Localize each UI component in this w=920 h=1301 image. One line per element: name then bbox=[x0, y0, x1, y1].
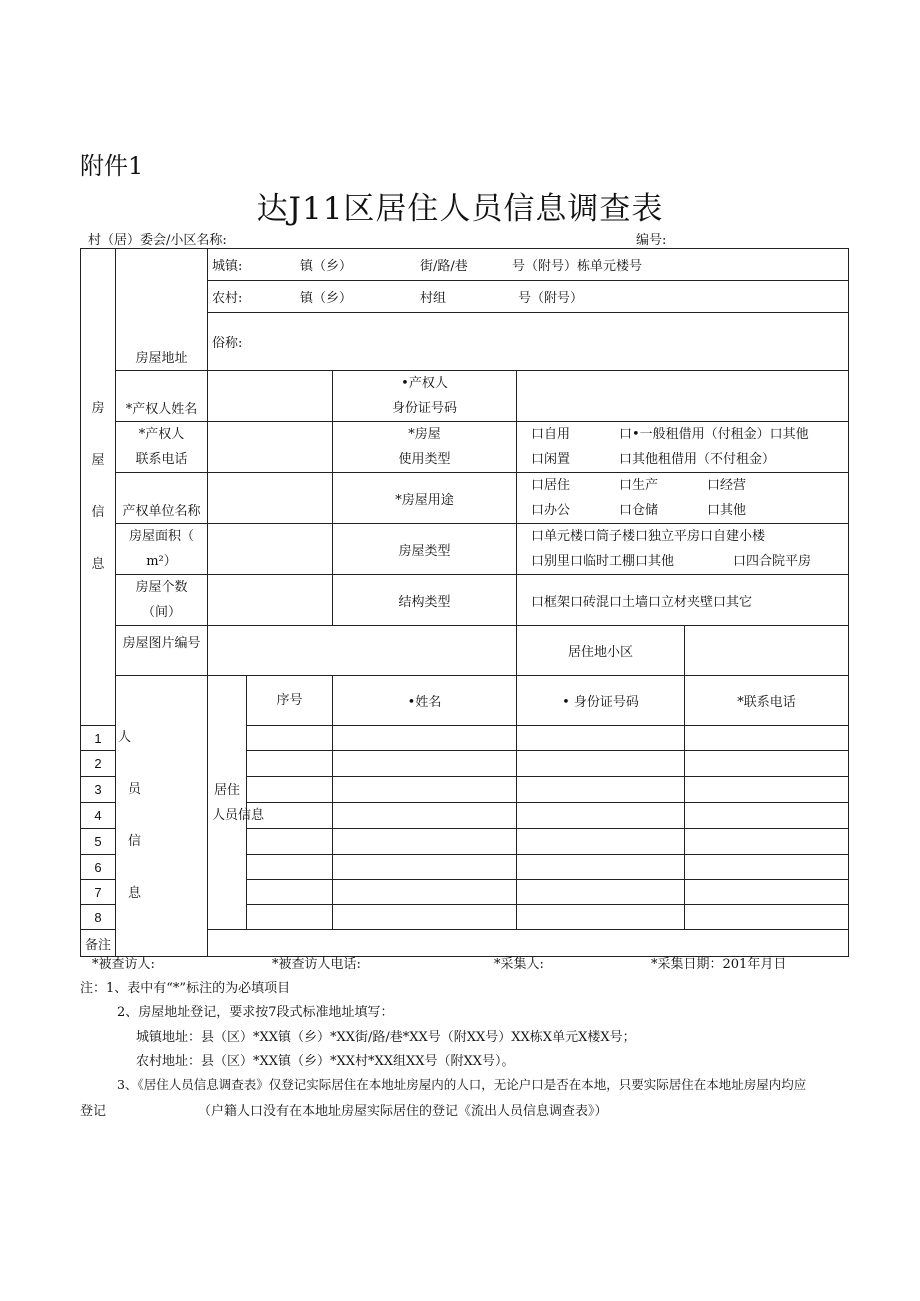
col-phone-header: *联系电话 bbox=[685, 676, 849, 726]
address-label: 房屋地址 bbox=[116, 249, 208, 371]
note-1: 注：1、表中有“*”标注的为必填项目 bbox=[80, 981, 291, 996]
table-row: 2 bbox=[81, 751, 849, 777]
respondent-phone-label: *被查访人电话: bbox=[272, 957, 361, 972]
col-seq-header: 序号 bbox=[247, 676, 333, 726]
house-count-label: 房屋个数 （间） bbox=[116, 575, 208, 626]
note-rural-address: 农村地址：县（区）*XX镇（乡）*XX村*XX组XX号（附XX号）。 bbox=[136, 1054, 515, 1069]
rural-address-row[interactable]: 农村: 镇（乡） 村组 号（附号） bbox=[208, 281, 849, 313]
photo-number-field[interactable] bbox=[208, 626, 517, 676]
area-label: 房屋面积（ m²） bbox=[116, 524, 208, 575]
table-row: 6 bbox=[81, 855, 849, 880]
form-number-label: 编号: bbox=[636, 233, 667, 248]
note-3-register: 登记 bbox=[80, 1104, 107, 1119]
survey-table bbox=[80, 248, 849, 957]
purpose-label: *房屋用途 bbox=[333, 473, 517, 524]
residence-community-label: 居住地小区 bbox=[517, 626, 685, 676]
structure-options[interactable]: 口框架口砖混口土墙口立材夹壁口其它 bbox=[517, 575, 849, 626]
owner-name-label: *产权人姓名 bbox=[116, 371, 208, 422]
collect-date-label: *采集日期：201年月日 bbox=[651, 957, 787, 972]
resident-group-label: 居住 人员信息 bbox=[208, 676, 247, 930]
house-count-field[interactable] bbox=[208, 575, 333, 626]
table-row: 5 bbox=[81, 829, 849, 855]
collector-label: *采集人: bbox=[494, 957, 544, 972]
owner-name-field[interactable] bbox=[208, 371, 333, 422]
note-2: 2、房屋地址登记，要求按7段式标准地址填写： bbox=[117, 1005, 394, 1020]
remarks-label: 备注 bbox=[81, 930, 116, 957]
house-type-options[interactable]: 口单元楼口筒子楼口独立平房口自建小楼 口别里口临时工棚口其他 口四合院平房 bbox=[517, 524, 849, 575]
table-row: 8 bbox=[81, 905, 849, 930]
owner-id-label: •产权人 身份证号码 bbox=[333, 371, 517, 422]
note-3: 3、《居住人员信息调查表》仅登记实际居住在本地址房屋内的人口，无论户口是否在本地，只要实际居住在本地址房屋内均应 bbox=[117, 1077, 807, 1092]
note-3-outflow: （户籍人口没有在本地址房屋实际居住的登记《流出人员信息调查表》） bbox=[198, 1104, 608, 1119]
table-row: 7 bbox=[81, 880, 849, 905]
community-name-label: 村（居）委会/小区名称: bbox=[88, 233, 227, 248]
owner-phone-field[interactable] bbox=[208, 422, 333, 473]
resident-info-side-label: 人 员 信 息 bbox=[116, 676, 208, 957]
photo-number-label: 房屋图片编号 bbox=[116, 626, 208, 676]
note-town-address: 城镇地址：县（区）*XX镇（乡）*XX街/路/巷*XX号（附XX号）XX栋X单元X楼X号； bbox=[136, 1030, 636, 1045]
form-title: 达J11区居住人员信息调查表 bbox=[256, 191, 664, 227]
residence-community-field[interactable] bbox=[685, 626, 849, 676]
house-info-side-label: 房 屋 信 息 bbox=[81, 249, 116, 726]
col-name-header: •姓名 bbox=[333, 676, 517, 726]
area-field[interactable] bbox=[208, 524, 333, 575]
table-row: 1 bbox=[81, 726, 849, 751]
usage-type-label: *房屋 使用类型 bbox=[333, 422, 517, 473]
owner-id-field[interactable] bbox=[517, 371, 849, 422]
purpose-options[interactable]: 口居住 口生产 口经营 口办公 口仓储 口其他 bbox=[517, 473, 849, 524]
table-row: 4 bbox=[81, 803, 849, 829]
attachment-label: 附件1 bbox=[80, 152, 144, 180]
table-row: 3 bbox=[81, 777, 849, 803]
usage-type-options[interactable]: 口自用 口•一般租借用（付租金）口其他 口闲置 口其他租借用（不付租金） bbox=[517, 422, 849, 473]
structure-label: 结构类型 bbox=[333, 575, 517, 626]
common-name-row[interactable]: 俗称: bbox=[208, 313, 849, 371]
owner-phone-label: *产权人 联系电话 bbox=[116, 422, 208, 473]
owner-unit-label: 产权单位名称 bbox=[116, 473, 208, 524]
respondent-label: *被查访人: bbox=[92, 957, 155, 972]
house-type-label: 房屋类型 bbox=[333, 524, 517, 575]
owner-unit-field[interactable] bbox=[208, 473, 333, 524]
col-id-header: • 身份证号码 bbox=[517, 676, 685, 726]
town-address-row[interactable]: 城镇: 镇（乡） 街/路/巷 号（附号）栋单元楼号 bbox=[208, 249, 849, 281]
